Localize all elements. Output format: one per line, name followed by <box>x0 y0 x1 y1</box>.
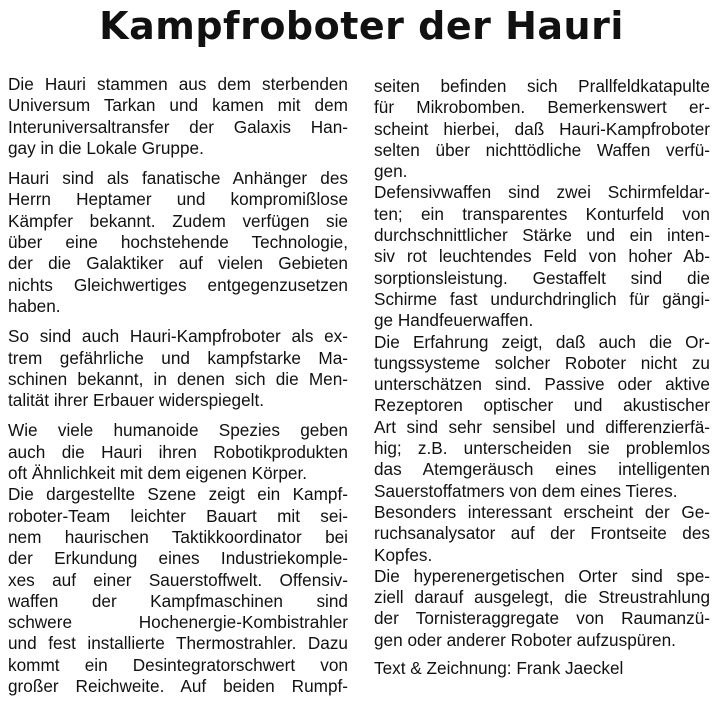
text-line: der die Galaktiker auf vielen Gebieten <box>8 253 348 274</box>
text-line: Schirme fast undurchdringlich für gängi- <box>374 288 710 309</box>
text-line: das Atemgeräusch eines intelligenten <box>374 459 710 480</box>
left-column <box>8 74 348 706</box>
text-line: kommt ein Desintegratorschwert von <box>8 654 348 675</box>
paragraph-defense <box>374 182 710 331</box>
text-line: seiten befinden sich Prallfeldkatapulte <box>374 76 710 96</box>
paragraph-robots <box>8 326 348 411</box>
text-line: So sind auch Hauri-Kampfroboter als ex- <box>8 326 348 347</box>
text-line: der Tornisteraggregate von Raumanzü- <box>374 608 710 629</box>
text-line: sorptionsleistung. Gestaffelt sind die <box>374 267 710 288</box>
text-line: Wie viele humanoide Spezies geben <box>8 420 348 441</box>
text-line: Die Erfahrung zeigt, daß auch die Or- <box>374 331 710 352</box>
text-line: unterschätzen sind. Passive oder aktive <box>374 374 710 395</box>
text-line: Sauerstoffatmers von dem eines Tieres. <box>374 480 678 501</box>
text-line: talität ihrer Erbauer widerspiegelt. <box>8 390 265 411</box>
text-line: schwere Hochenergie-Kombistrahler <box>8 612 348 633</box>
text-line: ziell darauf ausgelegt, die Streustrahlung <box>374 587 710 608</box>
text-line: Die hyperenergetischen Orter sind spe- <box>374 565 710 586</box>
text-line: nem haurischen Taktikkoordinator bei <box>8 526 348 547</box>
text-line: oft Ähnlichkeit mit dem eigenen Körper. <box>8 463 308 484</box>
text-line: für Mikrobomben. Bemerkenswert er- <box>374 97 710 118</box>
text-line: Interuniversaltransfer der Galaxis Han- <box>8 116 348 137</box>
text-line: ten; ein transparentes Konturfeld von <box>374 203 710 224</box>
text-line: Die Hauri stammen aus dem sterbenden <box>8 74 348 94</box>
paragraph-sensors <box>374 332 710 566</box>
right-column <box>374 76 710 651</box>
text-line: haben. <box>8 295 61 316</box>
text-line: gen oder anderer Roboter aufzuspüren. <box>374 629 676 650</box>
text-line: Rezeptoren optischer und akustischer <box>374 395 710 416</box>
text-line: waffen der Kampfmaschinen sind <box>8 590 348 611</box>
text-line: Die dargestellte Szene zeigt ein Kampf- <box>8 484 348 505</box>
paragraph-scene <box>8 420 348 697</box>
text-line: gen. <box>374 161 408 182</box>
text-line: roboter-Team leichter Bauart mit sei- <box>8 505 348 526</box>
text-line: Herrn Heptamer und kompromißlose <box>8 189 348 210</box>
text-line: nichts Gleichwertiges entgegenzusetzen <box>8 274 348 295</box>
text-line: ruchsanalysator auf der Frontseite des <box>374 523 710 544</box>
paragraph-fanatics <box>8 168 348 317</box>
text-line: siv rot leuchtendes Feld von hoher Ab- <box>374 246 710 267</box>
text-line: Kopfes. <box>374 544 433 565</box>
text-line: gay in die Lokale Gruppe. <box>8 137 204 158</box>
page-title: Kampfroboter der Hauri <box>99 4 624 48</box>
text-line: trem gefährliche und kampfstarke Ma- <box>8 347 348 368</box>
text-line: auch die Hauri ihren Robotikprodukten <box>8 441 348 462</box>
author-credit: Text & Zeichnung: Frank Jaeckel <box>374 658 624 678</box>
text-line: und fest installierte Thermostrahler. Dazu <box>8 633 348 654</box>
text-line: ge Handfeuerwaffen. <box>374 310 534 331</box>
text-line: durchschnittlicher Stärke und ein inten- <box>374 225 710 246</box>
text-line: tungssysteme solcher Roboter nicht zu <box>374 352 710 373</box>
text-line: der Erkundung eines Industriekomple- <box>8 548 348 569</box>
text-line: Hauri sind als fanatische Anhänger des <box>8 168 348 189</box>
text-line: Art sind sehr sensibel und differenzierfä- <box>374 416 710 437</box>
text-line: xes auf einer Sauerstoffwelt. Offensiv- <box>8 569 348 590</box>
paragraph-origin <box>8 74 348 159</box>
text-line: schinen bekannt, in denen sich die Men- <box>8 368 348 389</box>
text-line: selten über nichttödliche Waffen verfü- <box>374 139 710 160</box>
paragraph-hyper-sensors <box>374 566 710 651</box>
text-line: über eine hochstehende Technologie, <box>8 232 348 253</box>
text-line: Defensivwaffen sind zwei Schirmfeldar- <box>374 182 710 203</box>
text-line: Kämpfer bekannt. Zudem verfügen sie <box>8 210 348 231</box>
text-line: Universum Tarkan und kamen mit dem <box>8 95 348 116</box>
text-line: Besonders interessant erscheint der Ge- <box>374 501 710 522</box>
text-line: scheint hierbei, daß Hauri-Kampfroboter <box>374 118 710 139</box>
text-line: hig; z.B. unterscheiden sie problemlos <box>374 438 710 459</box>
paragraph-weapons <box>374 76 710 182</box>
text-line: großer Reichweite. Auf beiden Rumpf- <box>8 676 348 697</box>
